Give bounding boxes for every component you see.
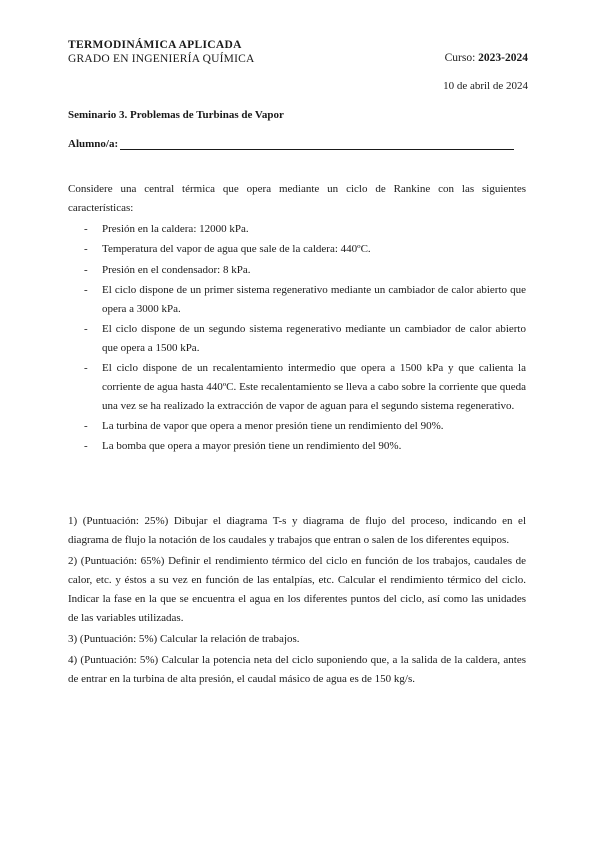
questions-list xyxy=(68,512,526,691)
student-label: Alumno/a: xyxy=(68,138,119,150)
intro-paragraph: Considere una central térmica que opera mediante un ciclo de Rankine con las siguientes características: xyxy=(68,183,526,214)
list-item: - Presión en el condensador: 8 kPa. xyxy=(84,261,526,280)
bullet-dash: - xyxy=(84,440,88,453)
question-2: 2) (Puntuación: 65%) Definir el rendimiento térmico del ciclo en función de los trabajos, caudales de calor, etc. y éstos a su vez en función de las entalpías, etc. Calcular el rendimiento térmico del ciclo. Indicar la fase en la que se encuentra el agua en los diferentes puntos del ciclo, así como las unidades de las variables utilizadas. xyxy=(68,555,526,624)
course-year: 2023-2024 xyxy=(478,52,528,64)
question-3: 3) (Puntuación: 5%) Calcular la relación de trabajos. xyxy=(68,633,300,645)
list-item: - El ciclo dispone de un recalentamiento intermedio que opera a 1500 kPa y que calienta la corriente de agua hasta 440ºC. Este recalentamiento se lleva a cabo sobre la corriente que queda una vez se ha realizado la extracción de vapor de aguan para el segundo sistema regenerativo. xyxy=(84,359,526,415)
question-1: 1) (Puntuación: 25%) Dibujar el diagrama T-s y diagrama de flujo del proceso, indicando en el diagrama de flujo la notación de los caudales y trabajos que entran o salen de los diferentes equipos. xyxy=(68,515,526,546)
document-date: 10 de abril de 2024 xyxy=(443,80,528,92)
degree-name: GRADO EN INGENIERÍA QUÍMICA xyxy=(68,53,255,65)
student-name-field xyxy=(68,138,514,150)
bullet-dash: - xyxy=(84,283,88,296)
course-info xyxy=(445,52,528,64)
header-left xyxy=(68,38,255,66)
bullet-dash: - xyxy=(84,419,88,432)
course-label: Curso: xyxy=(444,52,476,64)
subject-title: TERMODINÁMICA APLICADA xyxy=(68,39,242,51)
student-name-line xyxy=(120,139,514,150)
list-item: - Presión en la caldera: 12000 kPa. xyxy=(84,220,526,239)
list-item: - La turbina de vapor que opera a menor presión tiene un rendimiento del 90%. xyxy=(84,417,526,436)
list-item: - Temperatura del vapor de agua que sale de la caldera: 440ºC. xyxy=(84,240,526,259)
bullet-dash: - xyxy=(84,223,88,235)
characteristics-list xyxy=(84,220,526,458)
list-item: - El ciclo dispone de un primer sistema regenerativo mediante un cambiador de calor abierto que opera a 3000 kPa. xyxy=(84,281,526,319)
bullet-dash: - xyxy=(84,362,88,375)
list-item: - La bomba que opera a mayor presión tiene un rendimiento del 90%. xyxy=(84,437,526,456)
list-item: - El ciclo dispone de un segundo sistema regenerativo mediante un cambiador de calor abierto que opera a 1500 kPa. xyxy=(84,320,526,358)
bullet-dash: - xyxy=(84,322,88,335)
seminar-title: Seminario 3. Problemas de Turbinas de Vapor xyxy=(68,109,284,121)
bullet-dash: - xyxy=(84,263,88,276)
bullet-dash: - xyxy=(84,243,88,256)
question-4: 4) (Puntuación: 5%) Calcular la potencia neta del ciclo suponiendo que, a la salida de la caldera, antes de entrar en la turbina de alta presión, el caudal másico de agua es de 150 kg/s. xyxy=(68,654,526,685)
